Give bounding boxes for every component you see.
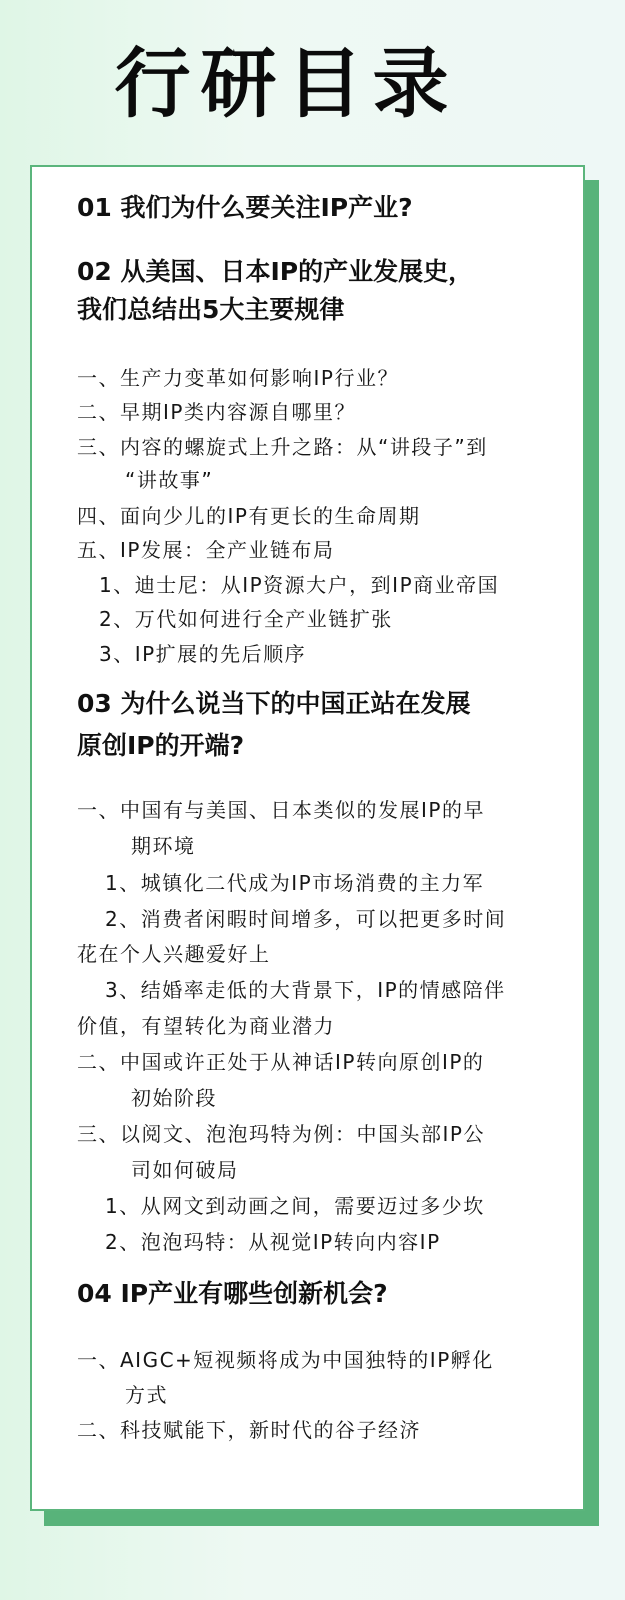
page-title: 行研目录 <box>114 39 459 128</box>
toc-item: 一、生产力变革如何影响IP行业？ <box>77 366 399 390</box>
toc-item: 一、AIGC+短视频将成为中国独特的IP孵化 <box>77 1348 494 1372</box>
toc-subitem: 1、从网文到动画之间，需要迈过多少坎 <box>105 1194 485 1218</box>
toc-subitem: 1、迪士尼：从IP资源大户，到IP商业帝国 <box>99 573 500 597</box>
toc-item: 三、以阅文、泡泡玛特为例：中国头部IP公 <box>77 1122 485 1146</box>
toc-item-continuation: 初始阶段 <box>131 1086 217 1110</box>
section-04-heading: 04 IP产业有哪些创新机会? <box>77 1279 388 1308</box>
toc-item: 五、IP发展：全产业链布局 <box>77 538 335 562</box>
toc-subitem: 2、消费者闲暇时间增多，可以把更多时间 <box>105 907 507 931</box>
toc-subitem: 3、IP扩展的先后顺序 <box>99 642 307 666</box>
toc-item: 二、中国或许正处于从神话IP转向原创IP的 <box>77 1050 485 1074</box>
toc-item: 三、内容的螺旋式上升之路：从“讲段子”到 <box>77 435 488 459</box>
toc-item-continuation: 司如何破局 <box>131 1158 239 1182</box>
toc-card <box>30 165 585 1511</box>
toc-subitem: 2、万代如何进行全产业链扩张 <box>99 607 393 631</box>
section-02-heading-line1: 02 从美国、日本IP的产业发展史， <box>77 257 474 286</box>
toc-subitem-continuation: 花在个人兴趣爱好上 <box>77 942 271 966</box>
toc-item: 四、面向少儿的IP有更长的生命周期 <box>77 504 421 528</box>
section-03-heading-line1: 03 为什么说当下的中国正站在发展 <box>77 689 471 718</box>
toc-subitem: 3、结婚率走低的大背景下，IP的情感陪伴 <box>105 978 506 1002</box>
toc-subitem-continuation: 价值，有望转化为商业潜力 <box>77 1014 335 1038</box>
toc-item-continuation: 方式 <box>125 1383 168 1407</box>
toc-item: 二、早期IP类内容源自哪里？ <box>77 400 356 424</box>
toc-subitem: 2、泡泡玛特：从视觉IP转向内容IP <box>105 1230 441 1254</box>
section-02-heading-line2: 我们总结出5大主要规律 <box>77 295 345 324</box>
section-03-heading-line2: 原创IP的开端? <box>77 731 245 760</box>
section-01-heading: 01 我们为什么要关注IP产业? <box>77 193 413 222</box>
toc-subitem: 1、城镇化二代成为IP市场消费的主力军 <box>105 871 485 895</box>
toc-item-continuation: “讲故事” <box>125 468 214 492</box>
toc-item: 一、中国有与美国、日本类似的发展IP的早 <box>77 798 485 822</box>
toc-item: 二、科技赋能下，新时代的谷子经济 <box>77 1418 421 1442</box>
toc-item-continuation: 期环境 <box>131 834 196 858</box>
